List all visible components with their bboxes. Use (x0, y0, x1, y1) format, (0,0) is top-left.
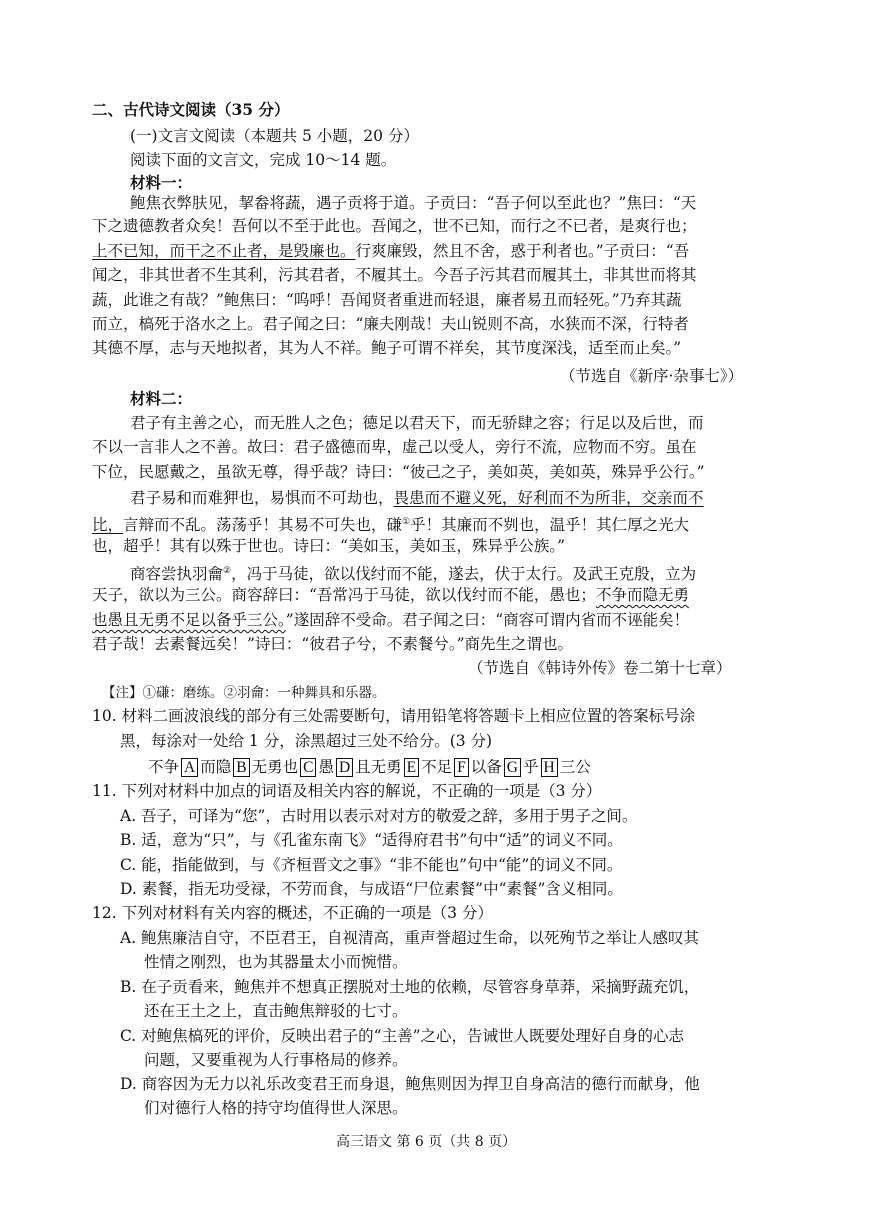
q11-option-c[interactable]: C. 能，指能做到，与《齐桓晋文之事》“非不能也”句中“能”的词义不同。 (120, 856, 623, 874)
material2-line: 下位，民愿戴之，虽欲无尊，得乎哉？诗曰：“彼己之子，美如英，美如英，殊异乎公行。” (92, 463, 705, 481)
material2-line (130, 488, 704, 508)
q11-option-b[interactable]: B. 适，意为“只”，与《孔雀东南飞》“适得府君书”句中“适”的词义不同。 (120, 831, 623, 849)
material2-source: （节选自《韩诗外传》卷二第十七章） (468, 659, 732, 677)
underlined-sentence: 畏患而不避义死，好利而不为所非，交亲而不 (393, 489, 704, 507)
material2-line (92, 610, 689, 630)
material1-line: 下之遗德教者众矣！吾何以不至于此也。吾闻之，世不已知，而行之不已者，是爽行也； (92, 217, 697, 235)
q12-option-a-cont: 性情之刚烈，也为其器量太小而惋惜。 (144, 953, 408, 971)
material2-heading: 材料二： (130, 389, 193, 408)
text-run: 天子，欲以为三公。商容辞曰：“吾常冯于马徒，欲以伐纣而不能，愚也； (92, 586, 596, 604)
footnote-marker: ① (402, 517, 411, 527)
text-segment: 不争 (148, 758, 180, 776)
material2-line: 不以一言非人之不善。故曰：君子盛德而卑，虚己以受人，旁行不流，应物而不穷。虽在 (92, 438, 697, 456)
underlined-sentence: 上不已知，而干之不止者，是毁廉也。 (92, 242, 356, 260)
material1-heading: 材料一： (130, 173, 193, 192)
text-segment: 无勇也 (251, 758, 299, 776)
wavy-underline-text: 不争而隐无勇 (595, 586, 689, 604)
answer-box-b[interactable]: B (233, 758, 249, 777)
q10-stem: 10. 材料二画波浪线的部分有三处需要断句，请用铅笔将答题卡上相应位置的答案标号涂 (92, 707, 696, 725)
answer-box-c[interactable]: C (300, 758, 316, 777)
material2-line (92, 512, 689, 535)
material1-line: 其德不厚，志与天地拟者，其为人不祥。鲍子可谓不祥矣，其节度深浅，适至而止矣。” (92, 339, 682, 357)
instruction-text: 阅读下面的文言文，完成 10～14 题。 (130, 151, 397, 169)
text-segment: 以备 (470, 758, 502, 776)
material2-line: 君子哉！去素餐远矣！”诗曰：“彼君子兮，不素餐兮。”商先生之谓也。 (92, 635, 574, 653)
answer-box-d[interactable]: D (336, 758, 353, 777)
text-segment: 三公 (559, 758, 591, 776)
q12-stem: 12. 下列对材料有关内容的概述，不正确的一项是（3 分） (92, 904, 493, 922)
q11-option-d[interactable]: D. 素餐，指无功受禄，不劳而食，与成语“尸位素餐”中“素餐”含义相同。 (120, 880, 623, 898)
q12-option-a[interactable]: A. 鲍焦廉洁自守，不臣君王，自视清高，重声誉超过生命，以死殉节之举让人感叹其 (120, 929, 700, 947)
text-run: ，冯于马徒，欲以伐纣而不能，遂去，伏于太行。及武王克殷，立为 (231, 565, 697, 584)
material2-line (130, 561, 696, 584)
text-run: 君子易和而难狎也，易惧而不可劫也， (130, 489, 394, 507)
text-segment: 愚 (318, 758, 334, 776)
footnote: 【注】①磏：磨练。②羽龠：一种舞具和乐器。 (102, 685, 386, 701)
q12-option-d-cont: 们对德行人格的持守均值得世人深思。 (144, 1099, 408, 1117)
q12-option-b-cont: 还在王土之上，直击鲍焦辩驳的七寸。 (144, 1002, 408, 1020)
material2-line: 君子有主善之心，而无胜人之色；德足以君天下，而无骄肆之容；行足以及后世，而 (130, 414, 704, 432)
q12-option-b[interactable]: B. 在子贡看来，鲍焦并不想真正摆脱对土地的依赖，尽管容身草莽，采摘野蔬充饥， (120, 978, 700, 996)
q10-stem: 黑，每涂对一处给 1 分，涂黑超过三处不给分。(3 分) (120, 732, 493, 750)
material1-line (92, 241, 689, 261)
material1-source: （节选自《新序·杂事七》） (560, 367, 744, 385)
q12-option-c[interactable]: C. 对鲍焦槁死的评价，反映出君子的“主善”之心，告诫世人既要处理好自身的心志 (120, 1027, 685, 1045)
material1-line: 闻之，非其世者不生其利，污其君者，不履其土。今吾子污其君而履其土，非其世而将其 (92, 266, 697, 284)
answer-box-e[interactable]: E (404, 758, 419, 777)
answer-box-h[interactable]: H (541, 758, 558, 777)
subsection-title: (一)文言文阅读（本题共 5 小题，20 分） (130, 127, 419, 145)
material2-line: 也，超乎！其有以殊于世也。诗曰：“美如玉，美如玉，殊异乎公族。” (92, 537, 566, 555)
text-segment: 不足 (421, 758, 453, 776)
page-footer: 高三语文 第 6 页（共 8 页） (336, 1134, 517, 1150)
footnote-marker: ② (223, 566, 232, 576)
material2-line (92, 585, 689, 605)
text-run: 言辩而不乱。荡荡乎！其易不可失也，磏 (123, 516, 403, 535)
text-segment: 且无勇 (355, 758, 402, 776)
material1-line: 而立，槁死于洛水之上。君子闻之曰：“廉夫刚哉！夫山锐则不高，水狭而不深，行特者 (92, 315, 689, 333)
q10-answer-row (148, 757, 591, 777)
text-segment: 而隐 (200, 758, 232, 776)
q11-option-a[interactable]: A. 吾子，可译为“您”，古时用以表示对对方的敬爱之辞，多用于男子之间。 (120, 807, 638, 825)
q11-stem: 11. 下列对材料中加点的词语及相关内容的解说，不正确的一项是（3 分） (92, 782, 602, 800)
text-run: ”遂固辞不受命。君子闻之曰：“商容可谓内省而不诬能矣！ (285, 611, 690, 629)
answer-box-a[interactable]: A (181, 758, 198, 777)
underlined-sentence: 比， (92, 516, 124, 535)
q12-option-d[interactable]: D. 商容因为无力以礼乐改变君王而身退，鲍焦则因为捍卫自身高洁的德行而献身，他 (120, 1075, 700, 1093)
material1-line-rest: 行爽廉毁，然且不舍，惑于利者也。”子贡曰：“吾 (355, 242, 690, 260)
text-segment: 乎 (523, 758, 539, 776)
section-title: 二、古代诗文阅读（35 分） (92, 100, 290, 119)
answer-box-g[interactable]: G (504, 758, 521, 777)
text-run: 商容尝执羽龠 (130, 565, 224, 584)
text-run: 乎！其廉而不刿也，温乎！其仁厚之光大 (410, 516, 690, 535)
material1-line: 蔬，此谁之有哉？”鲍焦曰：“呜呼！吾闻贤者重进而轻退，廉者易丑而轻死。”乃弃其蔬 (92, 291, 682, 309)
answer-box-f[interactable]: F (454, 758, 469, 777)
q12-option-c-cont: 问题，又要重视为人行事格局的修养。 (144, 1051, 408, 1069)
material1-line: 鲍焦衣弊肤见，挈畚将蔬，遇子贡将于道。子贡曰：“吾子何以至此也？”焦曰：“天 (130, 194, 697, 212)
wavy-underline-text: 也愚且无勇不足以备乎三公。 (92, 611, 286, 629)
